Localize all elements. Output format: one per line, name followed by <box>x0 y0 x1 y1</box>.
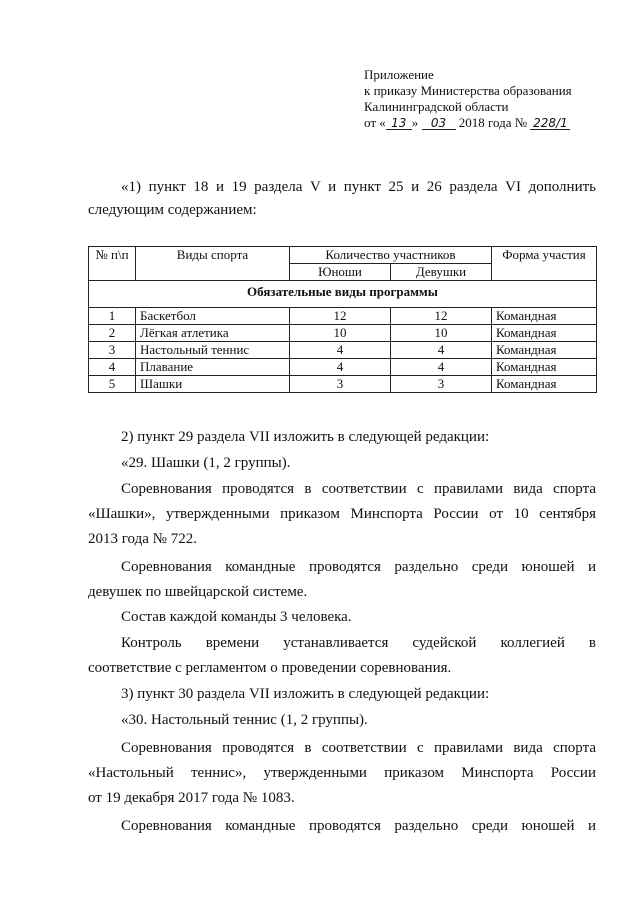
date-prefix: от « <box>364 115 386 130</box>
table-row <box>89 376 597 393</box>
row-boys: 10 <box>290 325 391 342</box>
row-number: 1 <box>89 308 136 325</box>
table-header-row-1 <box>89 247 597 264</box>
row-number: 5 <box>89 376 136 393</box>
paragraph-checkers-rules-2: «Шашки», утвержденными приказом Минспорта России от 10 сентября <box>88 506 596 522</box>
table-row <box>89 342 597 359</box>
handwritten-number: 228/1 <box>530 117 570 130</box>
paragraph-checkers-title: «29. Шашки (1, 2 группы). <box>121 455 291 471</box>
intro-line-1: «1) пункт 18 и 19 раздела V и пункт 25 и 26 раздела VI дополнить <box>121 179 596 195</box>
paragraph-checkers-rules-1: Соревнования проводятся в соответствии с правилами вида спорта <box>121 481 596 497</box>
row-boys: 4 <box>290 342 391 359</box>
header-line-1: Приложение <box>364 67 434 82</box>
row-sport: Лёгкая атлетика <box>136 325 290 342</box>
header-number: № п\п <box>89 247 136 281</box>
row-girls: 12 <box>391 308 492 325</box>
section-title: Обязательные виды программы <box>89 281 597 308</box>
row-boys: 4 <box>290 359 391 376</box>
row-girls: 4 <box>391 359 492 376</box>
row-number: 4 <box>89 359 136 376</box>
handwritten-day: 13 <box>386 117 412 130</box>
paragraph-time-control-2: соответствие с регламентом о проведении соревнования. <box>88 660 452 676</box>
table-row <box>89 359 597 376</box>
row-sport: Настольный теннис <box>136 342 290 359</box>
row-form: Командная <box>492 376 597 393</box>
row-sport: Шашки <box>136 376 290 393</box>
paragraph-time-control-1: Контроль времени устанавливается судейской коллегией в <box>121 635 596 651</box>
paragraph-tennis-rules-3: от 19 декабря 2017 года № 1083. <box>88 790 295 806</box>
paragraph-checkers-team-1: Соревнования командные проводятся раздельно среди юношей и <box>121 559 596 575</box>
row-form: Командная <box>492 325 597 342</box>
table-row <box>89 325 597 342</box>
paragraph-checkers-rules-3: 2013 года № 722. <box>88 531 197 547</box>
intro-line-2: следующим содержанием: <box>88 202 257 218</box>
row-girls: 10 <box>391 325 492 342</box>
header-date-line <box>364 115 614 131</box>
paragraph-tennis-rules-1: Соревнования проводятся в соответствии с правилами вида спорта <box>121 740 596 756</box>
header-line-3: Калининградской области <box>364 99 509 114</box>
row-form: Командная <box>492 342 597 359</box>
row-girls: 4 <box>391 342 492 359</box>
paragraph-tennis-rules-2: «Настольный теннис», утвержденными приказом Минспорта России <box>88 765 596 781</box>
paragraph-team-size: Состав каждой команды 3 человека. <box>121 609 352 625</box>
handwritten-month: 03 <box>422 117 456 130</box>
header-form: Форма участия <box>492 247 597 281</box>
header-sport: Виды спорта <box>136 247 290 281</box>
paragraph-item-2: 2) пункт 29 раздела VII изложить в следующей редакции: <box>121 429 490 445</box>
paragraph-tennis-title: «30. Настольный теннис (1, 2 группы). <box>121 712 368 728</box>
row-boys: 12 <box>290 308 391 325</box>
table-section-row <box>89 281 597 308</box>
row-form: Командная <box>492 359 597 376</box>
row-sport: Плавание <box>136 359 290 376</box>
header-girls: Девушки <box>391 264 492 281</box>
date-mid: » <box>411 115 422 130</box>
row-form: Командная <box>492 308 597 325</box>
paragraph-checkers-team-2: девушек по швейцарской системе. <box>88 584 308 600</box>
row-girls: 3 <box>391 376 492 393</box>
table-row <box>89 308 597 325</box>
date-year: 2018 года № <box>455 115 531 130</box>
row-boys: 3 <box>290 376 391 393</box>
paragraph-tennis-team-1: Соревнования командные проводятся раздельно среди юношей и <box>121 818 596 834</box>
appendix-header <box>364 67 614 131</box>
row-sport: Баскетбол <box>136 308 290 325</box>
header-line-2: к приказу Министерства образования <box>364 83 572 98</box>
row-number: 2 <box>89 325 136 342</box>
header-participants: Количество участников <box>290 247 492 264</box>
header-boys: Юноши <box>290 264 391 281</box>
sports-table <box>88 246 597 393</box>
paragraph-item-3: 3) пункт 30 раздела VII изложить в следующей редакции: <box>121 686 490 702</box>
row-number: 3 <box>89 342 136 359</box>
